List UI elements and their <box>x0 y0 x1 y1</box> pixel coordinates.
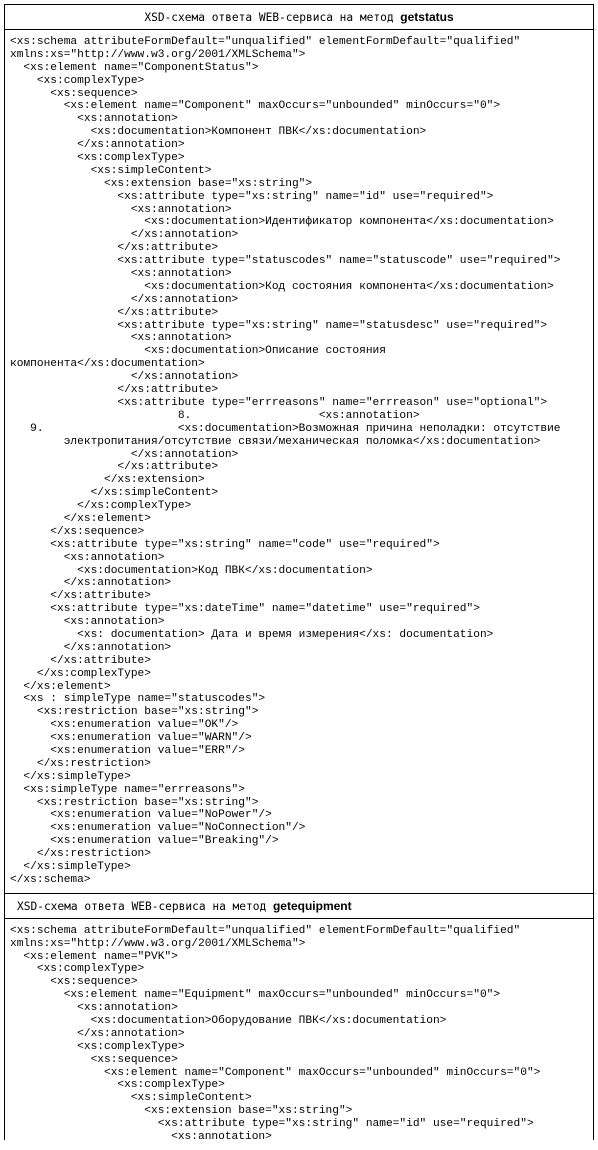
code-line: </xs:annotation> <box>10 1027 185 1040</box>
code-line: 8. <xs:annotation> <box>10 409 420 422</box>
section-header-method: getstatus <box>400 10 454 24</box>
code-line: </xs:restriction> <box>10 848 151 861</box>
code-line: <xs:annotation> <box>10 616 165 629</box>
section-header-prefix: XSD-схема ответа WEB-сервиса на метод <box>144 11 401 24</box>
code-line: </xs:annotation> <box>10 229 239 242</box>
code-line: компонента</xs:documentation> <box>10 358 205 371</box>
code-line: <xs:documentation>Описание состояния <box>10 345 386 358</box>
code-line: <xs:documentation>Код состояния компонента</xs:documentation> <box>10 280 554 293</box>
code-line: </xs:attribute> <box>10 590 151 603</box>
xsd-code-block <box>5 30 593 893</box>
xsd-code-block <box>5 919 593 1150</box>
code-line: </xs:annotation> <box>10 293 239 306</box>
code-line: </xs:complexType> <box>10 500 192 513</box>
code-line: <xs:annotation> <box>10 113 178 126</box>
code-line: <xs:complexType> <box>10 1079 225 1092</box>
code-line: </xs:annotation> <box>10 371 239 384</box>
code-line: <xs:simpleType name="errreasons"> <box>10 783 245 796</box>
code-line: <xs:element name="Equipment" maxOccurs="unbounded" minOccurs="0"> <box>10 989 501 1002</box>
code-line: <xs:element name="Component" maxOccurs="unbounded" minOccurs="0"> <box>10 100 501 113</box>
code-line: <xs:attribute type="xs:string" name="id" use="required"> <box>10 190 494 203</box>
code-line: </xs:sequence> <box>10 525 145 538</box>
code-line: <xs:extension base="xs:string"> <box>10 1105 353 1118</box>
code-line: <xs:simpleContent> <box>10 164 212 177</box>
code-line: <xs:annotation> <box>10 1131 272 1144</box>
code-line: <xs:element name="PVK"> <box>10 950 178 963</box>
code-line: </xs:annotation> <box>10 641 172 654</box>
code-line: </xs:simpleContent> <box>10 487 219 500</box>
section-header-method: getequipment <box>272 898 352 913</box>
code-line: </xs:attribute> <box>10 654 151 667</box>
code-line: </xs:complexType> <box>10 667 151 680</box>
code-line: </xs:restriction> <box>10 757 151 770</box>
document-page <box>4 4 594 1144</box>
schema-section-getequipment <box>5 894 593 1150</box>
code-line: </xs:simpleType> <box>10 770 131 783</box>
code-line: <xs:attribute type="xs:dateTime" name="datetime" use="required"> <box>10 603 480 616</box>
code-line: </xs:annotation> <box>10 139 185 152</box>
section-header-prefix: XSD-схема ответа WEB-сервиса на метод <box>17 899 273 913</box>
code-line: </xs:annotation> <box>10 448 239 461</box>
code-line: <xs:enumeration value="ERR"/> <box>10 744 245 757</box>
code-line: <xs:enumeration value="Breaking"/> <box>10 835 279 848</box>
code-line: <xs:enumeration value="NoConnection"/> <box>10 822 306 835</box>
code-line: <xs:schema attributeFormDefault="unqualified" elementFormDefault="qualified" <box>10 36 521 48</box>
code-line: <xs:documentation>Код ПВК</xs:documentation> <box>10 564 373 577</box>
code-line: <xs:complexType> <box>10 963 145 976</box>
code-line: <xs:documentation>Идентификатор компонента</xs:documentation> <box>10 216 554 229</box>
code-line: </xs:schema> <box>10 873 91 886</box>
code-line: электропитания/отсутствие связи/механическая поломка</xs:documentation> <box>10 435 541 448</box>
code-line: <xs:documentation>Оборудование ПВК</xs:documentation> <box>10 1015 447 1028</box>
code-line: <xs:attribute type="errreasons" name="errreason" use="optional"> <box>10 396 548 409</box>
code-line: <xs:enumeration value="NoPower"/> <box>10 809 272 822</box>
code-line: <xs:restriction base="xs:string"> <box>10 796 259 809</box>
code-line: </xs:simpleType> <box>10 861 131 873</box>
code-line: <xs:sequence> <box>10 87 138 100</box>
code-line: <xs:enumeration value="WARN"/> <box>10 732 252 745</box>
code-line: <xs:attribute type="xs:string" name="code" use="required"> <box>10 538 440 551</box>
code-line: <xs:annotation> <box>10 203 232 216</box>
code-line: <xs:attribute type="xs:string" name="statusdesc" use="required"> <box>10 319 548 332</box>
code-line: <xs:annotation> <box>10 1002 178 1015</box>
code-line: xmlns:xs="http://www.w3.org/2001/XMLSchema"> <box>10 937 306 950</box>
code-line: <xs: documentation> Дата и время измерения</xs: documentation> <box>10 628 494 641</box>
code-line: <xs:sequence> <box>10 1053 178 1066</box>
code-line: <xs:restriction base="xs:string"> <box>10 706 259 719</box>
code-line: </xs:attribute> <box>10 461 219 474</box>
code-line: </xs:extension> <box>10 474 205 487</box>
code-line: <xs:simpleContent> <box>10 1092 252 1105</box>
code-line: <xs:complexType> <box>10 74 145 87</box>
code-line: <xs:annotation> <box>10 332 232 345</box>
code-line: <xs:enumeration value="OK"/> <box>10 719 239 732</box>
code-line: </xs:element> <box>10 512 151 525</box>
code-line: </xs:attribute> <box>10 242 219 255</box>
schema-section-getstatus <box>5 5 593 894</box>
code-line: <xs:element name="Component" maxOccurs="unbounded" minOccurs="0"> <box>10 1066 541 1079</box>
code-line: </xs:element> <box>10 680 111 693</box>
code-line: <xs:attribute type="xs:string" name="id" use="required"> <box>10 1118 534 1131</box>
code-line: <xs:documentation>Компонент ПВК</xs:documentation> <box>10 126 427 139</box>
code-line: <xs:annotation> <box>10 551 165 564</box>
code-line: <xs:annotation> <box>10 268 232 281</box>
code-line: <xs:complexType> <box>10 152 185 165</box>
code-line: 9. <xs:documentation>Возможная причина неполадки: отсутствие <box>10 422 561 435</box>
section-header <box>5 894 593 919</box>
code-line: <xs:sequence> <box>10 976 138 989</box>
code-line: <xs:attribute type="statuscodes" name="statuscode" use="required"> <box>10 255 561 268</box>
code-line: </xs:attribute> <box>10 384 219 397</box>
code-line: <xs:element name="ComponentStatus"> <box>10 61 259 74</box>
code-line: </xs:annotation> <box>10 577 172 590</box>
section-header <box>5 5 593 30</box>
code-line: <xs : simpleType name="statuscodes"> <box>10 693 266 706</box>
code-line: <xs:schema attributeFormDefault="unqualified" elementFormDefault="qualified" <box>10 924 521 937</box>
code-line: <xs:extension base="xs:string"> <box>10 177 313 190</box>
code-line: xmlns:xs="http://www.w3.org/2001/XMLSchema"> <box>10 48 306 61</box>
code-line: </xs:attribute> <box>10 306 219 319</box>
code-line: <xs:complexType> <box>10 1040 185 1053</box>
